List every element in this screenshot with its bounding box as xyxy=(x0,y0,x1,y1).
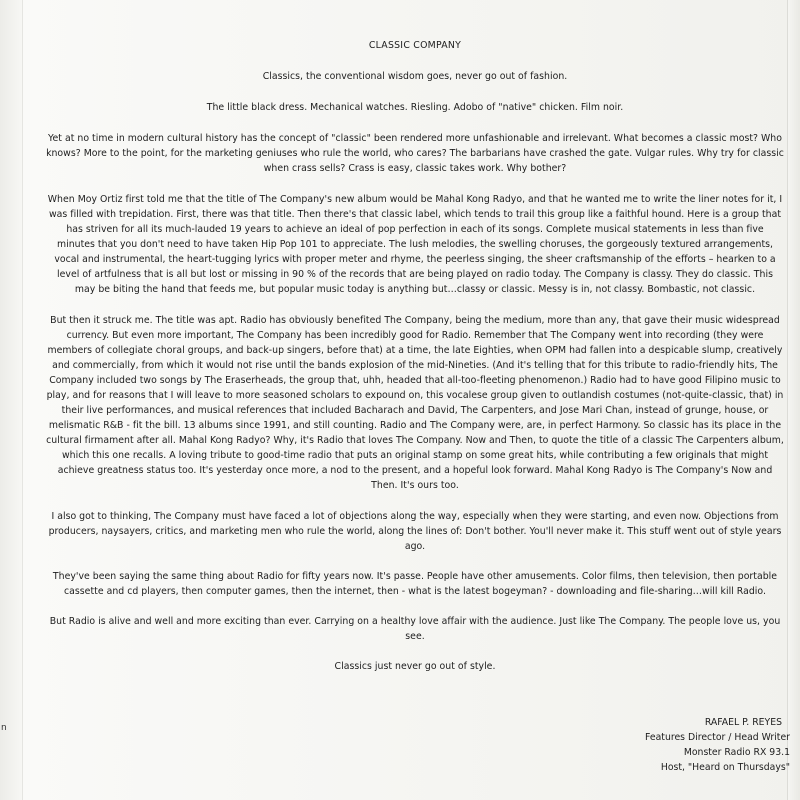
paragraph-4: When Moy Ortiz first told me that the title of The Company's new album would be Mahal Kong Radyo, and that he wanted me to write the liner notes for it, I was filled with trepidation. First, there was that title. Then there's that classic label, which tends to trail this group like a faithful hound. Here is a group that has striven for all its much-lauded 19 years to achieve an ideal of pop perfection in each of its songs. Complete musical statements in less than five minutes that you don't need to have taken Hip Pop 101 to appreciate. The lush melodies, the swelling choruses, the gorgeously textured arrangements, vocal and instrumental, the heart-tugging lyrics with proper meter and rhyme, the peerless singing, the sheer craftsmanship of the efforts – hearken to a level of artfulness that is all but lost or missing in 90 % of the records that are being played on radio today. The Company is classy. They do classic. This may be biting the hand that feeds me, but popular music today is anything but…classy or classic. Messy is in, not classy. Bombastic, not classic. xyxy=(47,194,783,295)
author-role: Features Director / Head Writer xyxy=(645,732,790,743)
author-station: Monster Radio RX 93.1 xyxy=(683,747,790,758)
author-signature xyxy=(600,715,790,775)
right-page-edge xyxy=(787,0,800,800)
paragraph-2: The little black dress. Mechanical watches. Riesling. Adobo of "native" chicken. Film noir. xyxy=(206,102,624,113)
paragraph-6: I also got to thinking, The Company must have faced a lot of objections along the way, especially when they were starting, and even now. Objections from producers, naysayers, critics, and marketing men who rule the world, along the lines of: Don't bother. You'll never make it. This stuff went out of style years ago. xyxy=(48,511,782,552)
author-host-credit: Host, "Heard on Thursdays" xyxy=(660,762,790,773)
document-title: CLASSIC COMPANY xyxy=(368,40,462,51)
liner-notes-text xyxy=(46,38,784,690)
paragraph-5: But then it struck me. The title was apt. Radio has obviously benefited The Company, being the medium, more than any, that gave their music widespread currency. But even more important, The Company has been incredibly good for Radio. Remember that The Company went into recording (they were members of collegiate choral groups, and back-up singers, before that) at a time, the late Eighties, when OPM had fallen into a despicable slump, creatively and commercially, from which it would not rise until the bands explosion of the mid-Nineties. (And it's telling that for this tribute to radio-friendly hits, The Company included two songs by The Eraserheads, the group that, uhh, headed that all-too-fleeting phenomenon.) Radio had to have good Filipino music to play, and for reasons that I will leave to more seasoned scholars to expound on, this vocalese group given to outlandish costumes (not-quite-classic, that) in their live performances, and musical references that included Bacharach and David, The Carpenters, and Jose Mari Chan, instead of grunge, house, or melismatic R&B - fit the bill. 13 albums since 1991, and still counting. Radio and The Company were, are, in perfect Harmony. So classic has its place in the cultural firmament after all. Mahal Kong Radyo? Why, it's Radio that loves The Company. Now and Then, to quote the title of a classic The Carpenters album, which this one recalls. A loving tribute to good-time radio that puts an original stamp on some great hits, while contributing a few originals that might achieve greatness status too. It's yesterday once more, a nod to the present, and a hopeful look forward. Mahal Kong Radyo is The Company's Now and Then. It's ours too. xyxy=(46,315,784,491)
left-page-fold xyxy=(0,0,23,800)
paragraph-8: But Radio is alive and well and more exciting than ever. Carrying on a healthy love affair with the audience. Just like The Company. The people love us, you see. xyxy=(49,616,781,642)
paragraph-7: They've been saying the same thing about Radio for fifty years now. It's passe. People have other amusements. Color films, then television, then portable cassette and cd players, then computer games, then the internet, then - what is the latest bogeyman? - downloading and file-sharing…will kill Radio. xyxy=(52,571,778,597)
author-name: RAFAEL P. REYES xyxy=(704,717,782,728)
paragraph-9: Classics just never go out of style. xyxy=(334,661,496,672)
paragraph-3: Yet at no time in modern cultural history has the concept of "classic" been rendered more unfashionable and irrelevant. What becomes a classic most? Who knows? More to the point, for the marketing geniuses who rule the world, who cares? The barbarians have crashed the gate. Vulgar rules. Why try for classic when crass sells? Crass is easy, classic takes work. Why bother? xyxy=(46,133,784,174)
paragraph-1: Classics, the conventional wisdom goes, never go out of fashion. xyxy=(262,71,568,82)
edge-partial-glyph: n xyxy=(1,723,7,733)
